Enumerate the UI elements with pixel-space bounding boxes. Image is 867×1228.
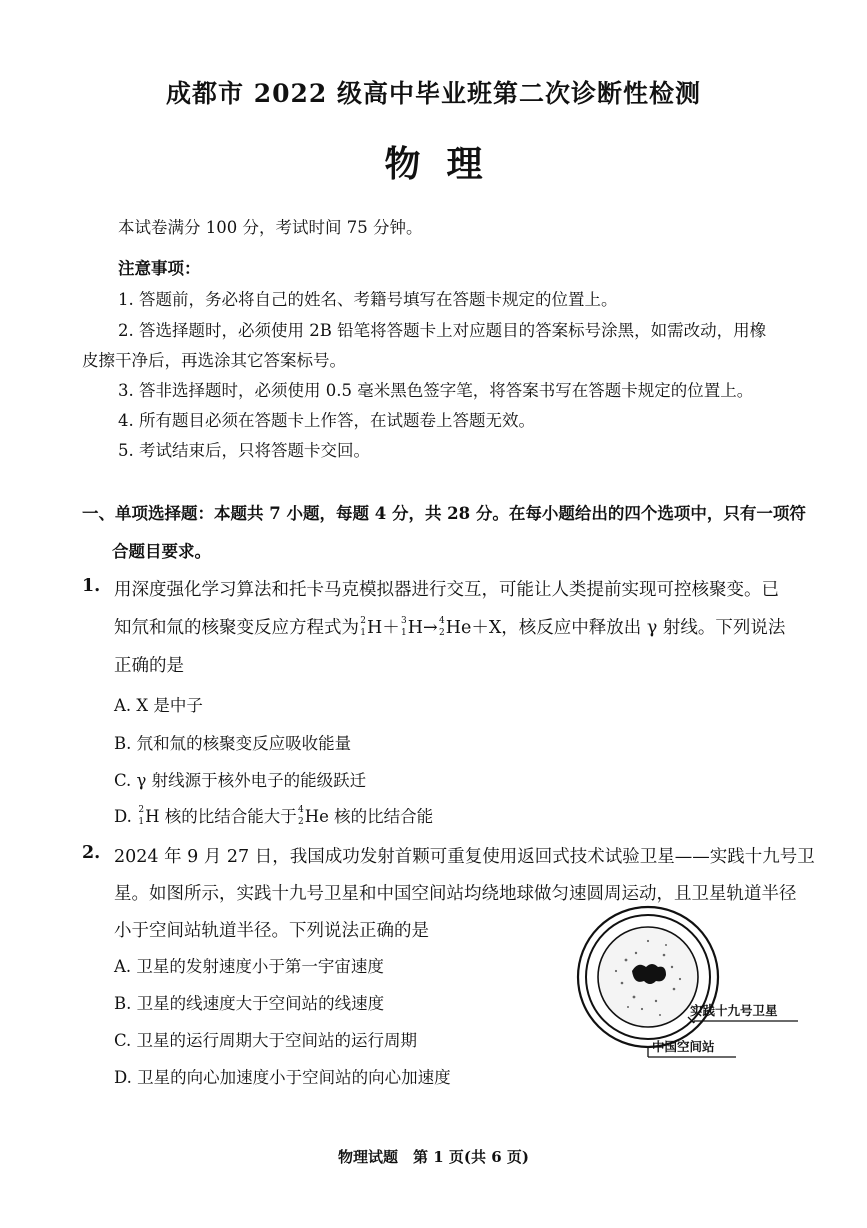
exam-title: 成都市 2022 级高中毕业班第二次诊断性检测 <box>166 79 701 108</box>
option-c: C. γ 射线源于核外电子的能级跃迁 <box>114 771 367 790</box>
option-b: B. 卫星的线速度大于空间站的线速度 <box>114 994 385 1013</box>
question-text: 用深度强化学习算法和托卡马克模拟器进行交互，可能让人类提前实现可控核聚变。已 <box>114 580 779 600</box>
question-text: 2024 年 9 月 27 日，我国成功发射首颗可重复使用返回式技术试验卫星——实践十九号卫 <box>114 847 815 867</box>
notice-item-continued: 皮擦干净后，再选涂其它答案标号。 <box>82 351 346 370</box>
option-a: A. 卫星的发射速度小于第一宇宙速度 <box>114 957 384 976</box>
nuclide-symbol: H <box>367 618 383 638</box>
score-time-note: 本试卷满分 100 分，考试时间 75 分钟。 <box>118 218 423 237</box>
notice-item: 3. 答非选择题时，必须使用 0.5 毫米黑色签字笔，将答案书写在答题卡规定的位置上。 <box>118 381 754 400</box>
nuclide-prefix: 3 1 <box>401 616 407 638</box>
question-number: 2. <box>82 843 101 863</box>
option-d: D. 卫星的向心加速度小于空间站的向心加速度 <box>114 1068 451 1087</box>
notice-heading: 注意事项： <box>118 259 201 278</box>
option-a: A. X 是中子 <box>114 696 203 715</box>
question-text: 星。如图所示，实践十九号卫星和中国空间站均绕地球做匀速圆周运动，且卫星轨道半径 <box>114 884 797 904</box>
notice-item: 2. 答选择题时，必须使用 2B 铅笔将答题卡上对应题目的答案标号涂黑，如需改动，用橡 <box>118 321 767 340</box>
label-station: 中国空间站 <box>652 1039 715 1054</box>
plus-sign: ＋X <box>471 618 502 638</box>
notice-item: 4. 所有题目必须在答题卡上作答，在试题卷上答题无效。 <box>118 411 535 430</box>
nuclide-prefix: 2 1 <box>360 616 366 638</box>
option-c: C. 卫星的运行周期大于空间站的运行周期 <box>114 1031 418 1050</box>
question-text: 小于空间站轨道半径。下列说法正确的是 <box>114 921 429 941</box>
section-heading: 一、单项选择题：本题共 7 小题，每题 4 分，共 28 分。在每小题给出的四个选项中，只有一项符 <box>82 504 806 523</box>
page-footer: 物理试题 第 1 页(共 6 页) <box>338 1148 529 1166</box>
notice-item: 1. 答题前，务必将自己的姓名、考籍号填写在答题卡规定的位置上。 <box>118 290 618 309</box>
option-d: D. 2 1 H 核的比结合能大于 4 2 He 核的比结合能 <box>114 805 434 827</box>
option-b: B. 氘和氚的核聚变反应吸收能量 <box>114 734 352 753</box>
question-text: ，核反应中释放出 γ 射线。下列说法 <box>501 618 786 638</box>
nuclide-prefix: 4 2 <box>438 616 445 638</box>
continent-icon <box>632 964 666 984</box>
question-text: 知氘和氚的核聚变反应方程式为 <box>114 618 359 638</box>
nuclide-prefix: 2 1 <box>138 805 145 827</box>
question-text: 正确的是 <box>114 656 184 676</box>
subject-title: 物理 <box>384 143 509 185</box>
nuclide-symbol: He <box>445 618 472 638</box>
reaction-arrow: → <box>423 618 438 638</box>
plus-sign: ＋ <box>382 618 400 638</box>
question-text-equation-line <box>114 614 785 639</box>
orbit-diagram <box>576 905 806 1080</box>
question-number: 1. <box>82 576 101 596</box>
section-heading-continued: 合题目要求。 <box>112 542 211 561</box>
label-satellite: 实践十九号卫星 <box>690 1003 778 1018</box>
notice-item: 5. 考试结束后，只将答题卡交回。 <box>118 441 370 460</box>
nuclide-symbol: H <box>407 618 424 638</box>
nuclide-prefix: 4 2 <box>298 805 304 827</box>
